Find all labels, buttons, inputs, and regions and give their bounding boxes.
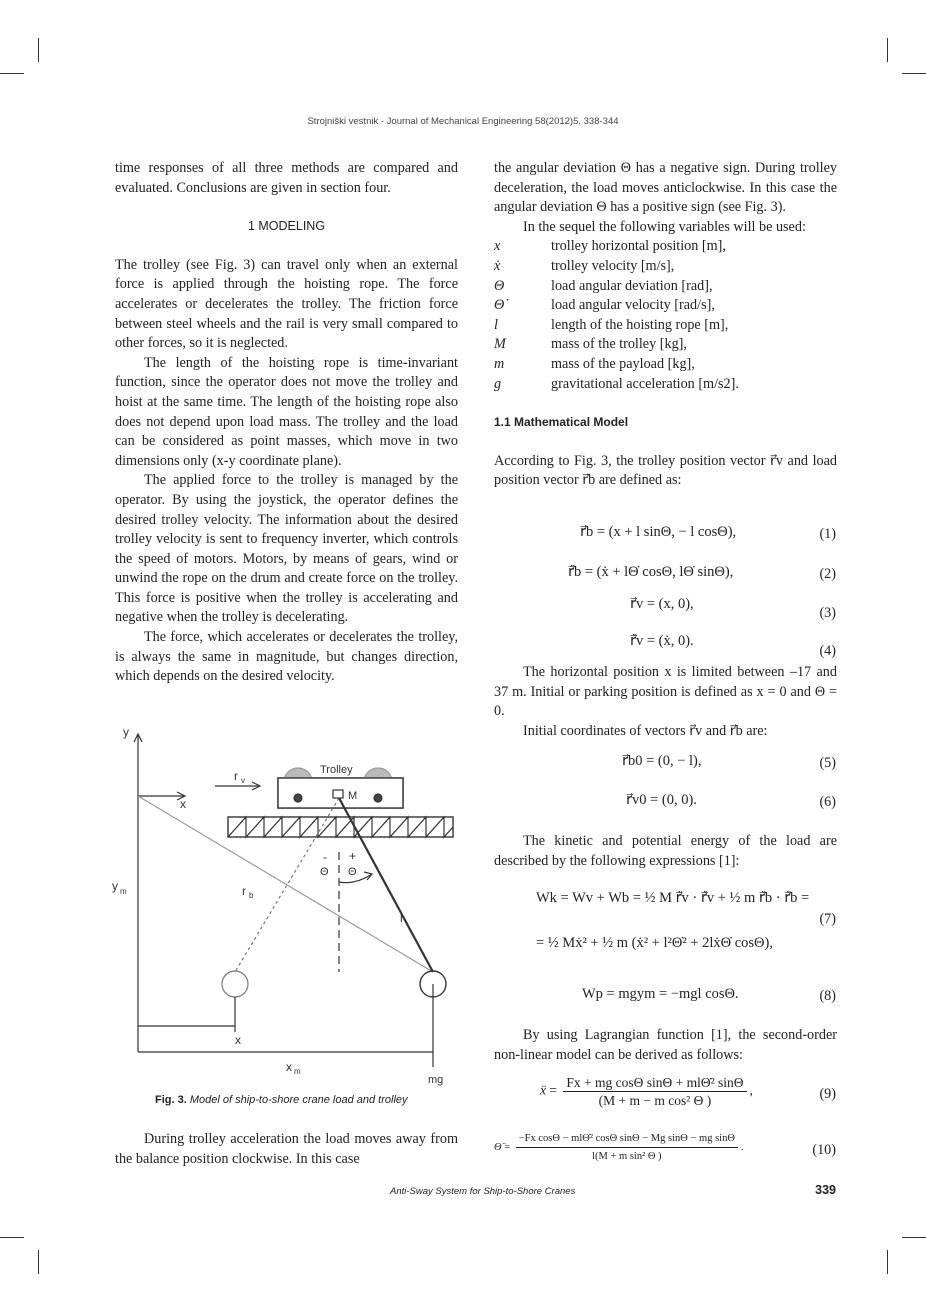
crane-model-figure <box>110 722 465 1087</box>
paragraph: According to Fig. 3, the trolley position vector r⃗v and load position vector r⃗b are defined as: <box>494 452 837 489</box>
variable-row <box>494 355 837 375</box>
equation-10: Θ̈ = $\frac{\text{−Fx cosΘ − mlΘ̇² cosΘ sinΘ − Mg sinΘ − mg sinΘ}}{\text{l(M + m sin² Θ )}}$ . <box>494 1130 744 1165</box>
variable-symbol: Θ <box>494 277 505 294</box>
rv-label: r <box>234 769 238 783</box>
variable-row <box>494 335 837 355</box>
equation-6: r⃗v0 = (0, 0). <box>626 792 697 808</box>
paragraph: In the sequel the following variables will be used: <box>523 218 806 235</box>
crop-mark <box>38 1250 39 1274</box>
equation-number: (4) <box>819 643 836 659</box>
equation-number: (3) <box>819 605 836 621</box>
variable-desc: length of the hoisting rope [m], <box>551 316 729 333</box>
equation-number: (10) <box>812 1142 836 1158</box>
crop-mark <box>38 38 39 62</box>
mass-M-label: M <box>348 790 358 802</box>
variable-list <box>494 237 837 394</box>
variable-symbol: m <box>494 355 505 372</box>
equation-number: (8) <box>819 988 836 1004</box>
left-column <box>115 159 458 687</box>
crop-mark <box>0 73 24 74</box>
paragraph: The horizontal position x is limited between –17 and 37 m. Initial or parking position is defined as x = 0 and Θ = 0. <box>494 664 837 720</box>
equation-number: (2) <box>819 566 836 582</box>
equation-9: ẍ = $\frac{\text{Fx + mg cosΘ sinΘ + mlΘ̇² sinΘ}}{\text{(M + m − m cos² Θ )}}$ , <box>540 1075 753 1108</box>
paragraph: the angular deviation Θ has a negative sign. During trolley deceleration, the load moves anticlockwise. In this case the angular deviation Θ has a positive sign (see Fig. 3). <box>494 160 837 216</box>
y-label: y <box>123 725 129 739</box>
mg-label: mg <box>428 1074 444 1086</box>
variable-row <box>494 277 837 297</box>
eq10-lhs: Θ̈ = <box>494 1141 511 1153</box>
equation-1: r⃗b = (x + l sinΘ, − l cosΘ), <box>580 524 737 540</box>
right-column <box>494 159 837 491</box>
variable-desc: gravitational acceleration [m/s2]. <box>551 375 739 392</box>
theta-label: Θ <box>348 866 357 878</box>
xm-sub: m <box>294 1067 301 1076</box>
ym-sub: m <box>120 887 127 896</box>
caption-label: Fig. 3. <box>155 1094 187 1106</box>
variable-desc: load angular deviation [rad], <box>551 277 713 294</box>
paragraph: The applied force to the trolley is managed by the operator. By using the joystick, the operator defines the desired trolley velocity. The information about the desired trolley velocity is sent to frequency inverter, which controls the speed of motors. Motors, by means of gears, wind or unwind the rope on the drum and create force on the trolley. This force is positive when the trolley is accelerating and negative when the trolley is decelerating. <box>115 472 458 626</box>
right-column-mid <box>494 663 837 741</box>
running-footer: Anti-Sway System for Ship-to-Shore Cranes <box>390 1186 576 1197</box>
variable-symbol: M <box>494 336 506 353</box>
variable-row <box>494 257 837 277</box>
variable-row <box>494 296 837 316</box>
variable-row <box>494 237 837 257</box>
paragraph: Initial coordinates of vectors r⃗v and r⃗b are: <box>523 722 768 739</box>
equation-4: r⃗̇v = (ẋ, 0). <box>630 633 694 649</box>
crop-mark <box>902 73 926 74</box>
l-label: l <box>400 911 403 925</box>
page-number: 339 <box>815 1183 836 1197</box>
variable-desc: trolley velocity [m/s], <box>551 257 675 274</box>
eq9-fraction <box>563 1074 746 1109</box>
plus-label: + <box>349 849 357 863</box>
load-rest <box>222 971 248 997</box>
variable-symbol: ẋ <box>494 257 501 274</box>
x-bottom-label: x <box>235 1033 241 1047</box>
right-column-energy <box>494 832 837 871</box>
variable-desc: load angular velocity [rad/s], <box>551 297 715 314</box>
paragraph: The kinetic and potential energy of the load are described by the following expressions [1]: <box>494 833 837 869</box>
paragraph: By using Lagrangian function [1], the second-order non-linear model can be derived as follows: <box>494 1027 837 1063</box>
crop-mark <box>887 1250 888 1274</box>
rb-line <box>138 796 433 972</box>
eq10-denominator: l(M + m sin² Θ ) <box>592 1151 662 1162</box>
x-label: x <box>180 797 186 811</box>
equation-number: (5) <box>819 755 836 771</box>
variable-symbol: g <box>494 375 502 392</box>
variable-row <box>494 375 837 395</box>
equation-3: r⃗v = (x, 0), <box>630 596 694 612</box>
crop-mark <box>0 1237 24 1238</box>
variable-row <box>494 316 837 336</box>
equation-number: (9) <box>819 1086 836 1102</box>
paragraph: time responses of all three methods are compared and evaluated. Conclusions are given in section four. <box>115 160 458 196</box>
equation-8: Wp = mgym = −mgl cosΘ. <box>582 986 739 1002</box>
rv-sub: v <box>241 776 245 785</box>
figure-caption <box>155 1094 408 1106</box>
eq9-lhs: ẍ = <box>540 1082 557 1098</box>
paragraph: During trolley acceleration the load moves away from the balance position clockwise. In this case <box>115 1131 458 1167</box>
paragraph: The trolley (see Fig. 3) can travel only when an external force is applied through the hoisting rope. The force accelerates or decelerates the trolley. The friction force between steel wheels and the rail is very small compared to other forces, so it is neglected. <box>115 256 458 352</box>
minus-label: - <box>323 850 327 864</box>
crop-mark <box>887 38 888 62</box>
crop-mark <box>902 1237 926 1238</box>
variable-symbol: Θ̇ <box>494 297 505 314</box>
equation-number: (1) <box>819 526 836 542</box>
equation-7a: Wk = Wv + Wb = ½ M r⃗̇v · r⃗̇v + ½ m r⃗̇b · r⃗̇b = <box>536 890 810 906</box>
trolley-label: Trolley <box>320 764 353 776</box>
variable-symbol: x <box>494 238 501 255</box>
section-title: 1 MODELING <box>247 219 326 234</box>
rb-label: r <box>242 884 246 898</box>
variable-desc: mass of the trolley [kg], <box>551 336 687 353</box>
variable-desc: trolley horizontal position [m], <box>551 238 726 255</box>
equation-5: r⃗b0 = (0, − l), <box>622 753 702 769</box>
eq10-numerator: −Fx cosΘ − mlΘ̇² cosΘ sinΘ − Mg sinΘ − mg sinΘ <box>516 1130 738 1148</box>
theta-label: Θ <box>320 866 329 878</box>
eq10-fraction <box>516 1130 738 1165</box>
equation-number: (6) <box>819 794 836 810</box>
running-header: Strojniški vestnik - Journal of Mechanical Engineering 58(2012)5, 338-344 <box>307 116 619 127</box>
variable-desc: mass of the payload [kg], <box>551 355 695 372</box>
right-column-lagrange <box>494 1026 837 1065</box>
equation-number: (7) <box>819 911 836 927</box>
eq9-numerator: Fx + mg cosΘ sinΘ + mlΘ̇² sinΘ <box>563 1074 746 1092</box>
equation-7b: = ½ Mẋ² + ½ m (ẋ² + l²Θ̇² + 2lẋΘ̇ cosΘ), <box>536 935 773 951</box>
equation-2: r⃗̇b = (ẋ + lΘ̇ cosΘ, lΘ̇ sinΘ), <box>568 564 734 580</box>
left-column-bottom <box>115 1130 458 1169</box>
xm-label: x <box>286 1060 292 1074</box>
variable-symbol: l <box>494 316 498 333</box>
ym-label: y <box>112 879 118 893</box>
subsection-title: 1.1 Mathematical Model <box>494 415 629 430</box>
paragraph: The force, which accelerates or decelerates the trolley, is always the same in magnitude, but changes direction, which depends on the desired velocity. <box>115 629 458 685</box>
caption-text: Model of ship-to-shore crane load and trolley <box>189 1094 408 1106</box>
eq9-denominator: (M + m − m cos² Θ ) <box>598 1093 712 1108</box>
paragraph: The length of the hoisting rope is time-invariant function, since the operator does not move the trolley and hoist at the same time. The length of the hoisting rope also does not depend upon load mass. The trolley and the load can be considered as point masses, which move in two dimensions only (x-y coordinate plane). <box>115 354 458 469</box>
rb-sub: b <box>249 891 254 900</box>
